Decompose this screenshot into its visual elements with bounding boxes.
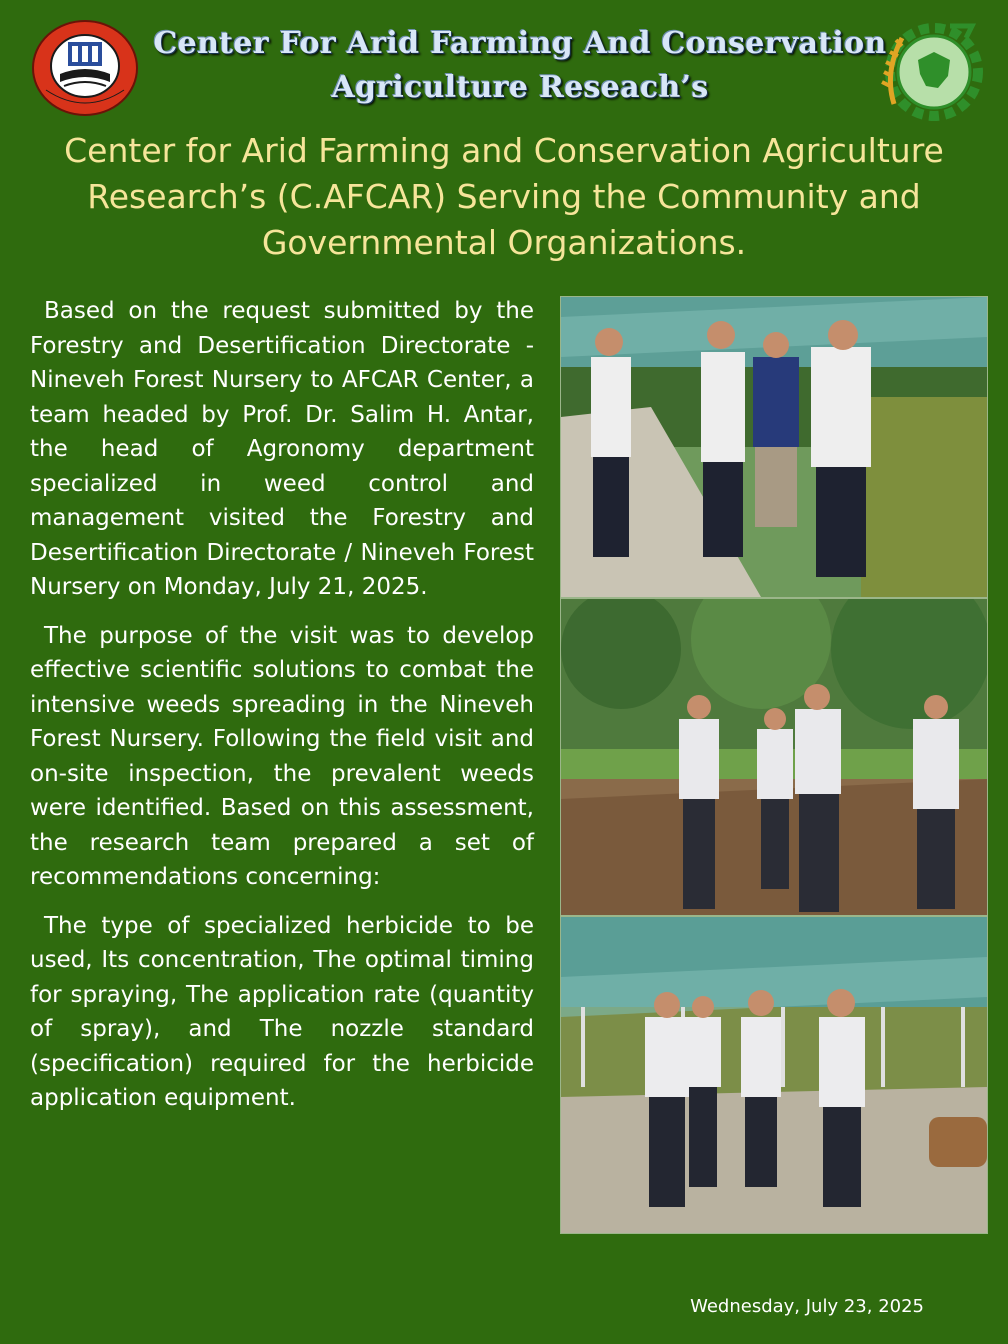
main-title — [30, 128, 978, 266]
paragraph-request: Based on the request submitted by the Forestry and Desertification Directorate - Nineveh Forest Nursery to AFCAR Center, a team headed by Prof. Dr. Salim H. Antar, the head of Agronomy department specialized in weed control and management visited the Forestry and Desertification Directorate / Nineveh Forest Nursery on Monday, July 21, 2025. — [30, 298, 534, 600]
university-logo — [32, 20, 138, 116]
header-line-2: Agriculture Reseach’s — [331, 70, 709, 105]
title-line-2: Research’s (C.AFCAR) Serving the Community and — [87, 177, 921, 216]
title-line-1: Center for Arid Farming and Conservation Agriculture — [64, 131, 944, 170]
paragraph-recommendations: The type of specialized herbicide to be used, Its concentration, The optimal timing for spraying, The application rate (quantity of spray), and The nozzle standard (specification) required for the herbicide application equipment. — [30, 912, 534, 1111]
header-title — [150, 22, 890, 110]
photo-field-inspection — [560, 598, 988, 916]
header-line-1: Center For Arid Farming And Conservation — [153, 26, 887, 61]
cafcar-logo — [876, 16, 984, 124]
photo-nursery-visit — [560, 296, 988, 598]
cafcar-wheat-gear-icon — [876, 16, 984, 124]
article-body — [30, 294, 534, 1130]
photo-shade-house — [560, 916, 988, 1234]
shade-house-photo-icon — [561, 917, 987, 1233]
title-line-3: Governmental Organizations. — [261, 223, 747, 262]
field-inspection-photo-icon — [561, 599, 987, 915]
publish-date: Wednesday, July 23, 2025 — [690, 1296, 924, 1317]
university-of-mosul-seal-icon — [32, 20, 138, 116]
nursery-visit-photo-icon — [561, 297, 987, 597]
paragraph-purpose: The purpose of the visit was to develop effective scientific solutions to combat the intensive weeds spreading in the Nineveh Forest Nursery. Following the field visit and on-site inspection, the prevalent weeds were identified. Based on this assessment, the research team prepared a set of recommendations concerning: — [30, 622, 534, 890]
